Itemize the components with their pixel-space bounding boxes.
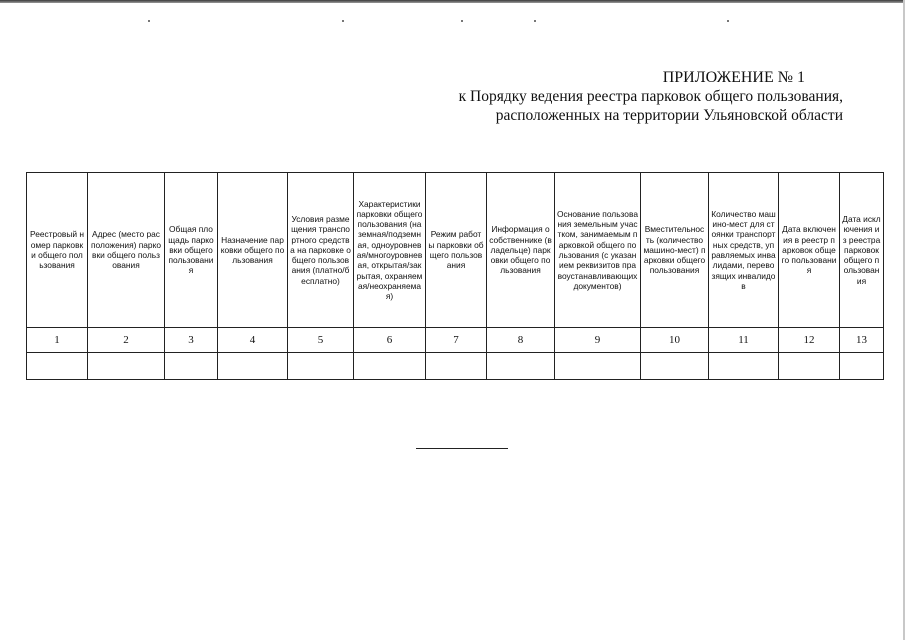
registry-table bbox=[26, 172, 884, 380]
column-header: Назначение парковки общего пользования bbox=[218, 173, 288, 328]
column-header: Характеристики парковки общего пользования (наземная/подземная, одноуровневая/многоуровневая, открытая/закрытая, охраняемая/неохраняемая) bbox=[354, 173, 426, 328]
table-cell bbox=[218, 353, 288, 380]
column-header: Дата исключения из реестра парковок общего пользования bbox=[840, 173, 884, 328]
column-number: 1 bbox=[27, 328, 88, 353]
table-cell bbox=[555, 353, 641, 380]
table-cell bbox=[709, 353, 779, 380]
table-cell bbox=[426, 353, 487, 380]
scan-speck bbox=[342, 20, 344, 22]
table-cell bbox=[641, 353, 709, 380]
empty-data-row bbox=[27, 353, 884, 380]
table-header-row bbox=[27, 173, 884, 328]
column-header: Информация о собственнике (владельце) парковки общего пользования bbox=[487, 173, 555, 328]
column-number: 6 bbox=[354, 328, 426, 353]
column-header: Условия размещения транспортного средства на парковке общего пользования (платно/бесплатно) bbox=[288, 173, 354, 328]
end-of-document-line bbox=[416, 448, 508, 449]
column-header: Адрес (место расположения) парковки общего пользования bbox=[88, 173, 165, 328]
column-header: Реестровый номер парковки общего пользования bbox=[27, 173, 88, 328]
scan-border-top bbox=[0, 0, 905, 3]
table-cell bbox=[779, 353, 840, 380]
document-header bbox=[459, 68, 843, 125]
column-number: 13 bbox=[840, 328, 884, 353]
column-number: 8 bbox=[487, 328, 555, 353]
column-number: 9 bbox=[555, 328, 641, 353]
appendix-subtitle-line-2: расположенных на территории Ульяновской области bbox=[495, 107, 843, 124]
table-cell bbox=[88, 353, 165, 380]
column-number: 5 bbox=[288, 328, 354, 353]
column-number: 3 bbox=[165, 328, 218, 353]
scan-speck bbox=[534, 20, 536, 22]
column-number: 4 bbox=[218, 328, 288, 353]
table-cell bbox=[354, 353, 426, 380]
column-header: Основание пользования земельным участком, занимаемым парковкой общего пользования (с указанием реквизитов правоустанавливающих документов) bbox=[555, 173, 641, 328]
appendix-subtitle-line-1: к Порядку ведения реестра парковок общего пользования, bbox=[458, 88, 843, 105]
column-header: Количество машино-мест для стоянки транспортных средств, управляемых инвалидами, перевозящих инвалидов bbox=[709, 173, 779, 328]
scan-speck bbox=[148, 20, 150, 22]
column-number-row bbox=[27, 328, 884, 353]
column-number: 12 bbox=[779, 328, 840, 353]
scan-speck bbox=[727, 20, 729, 22]
column-number: 7 bbox=[426, 328, 487, 353]
table-cell bbox=[487, 353, 555, 380]
column-header: Дата включения в реестр парковок общего пользования bbox=[779, 173, 840, 328]
column-header: Режим работы парковки общего пользования bbox=[426, 173, 487, 328]
table-cell bbox=[288, 353, 354, 380]
column-header: Вместительность (количество машино-мест) парковки общего пользования bbox=[641, 173, 709, 328]
appendix-title: ПРИЛОЖЕНИЕ № 1 bbox=[662, 69, 805, 86]
column-number: 11 bbox=[709, 328, 779, 353]
table-cell bbox=[840, 353, 884, 380]
table-cell bbox=[165, 353, 218, 380]
column-number: 2 bbox=[88, 328, 165, 353]
table-cell bbox=[27, 353, 88, 380]
column-number: 10 bbox=[641, 328, 709, 353]
column-header: Общая площадь парковки общего пользования bbox=[165, 173, 218, 328]
scan-speck bbox=[461, 20, 463, 22]
